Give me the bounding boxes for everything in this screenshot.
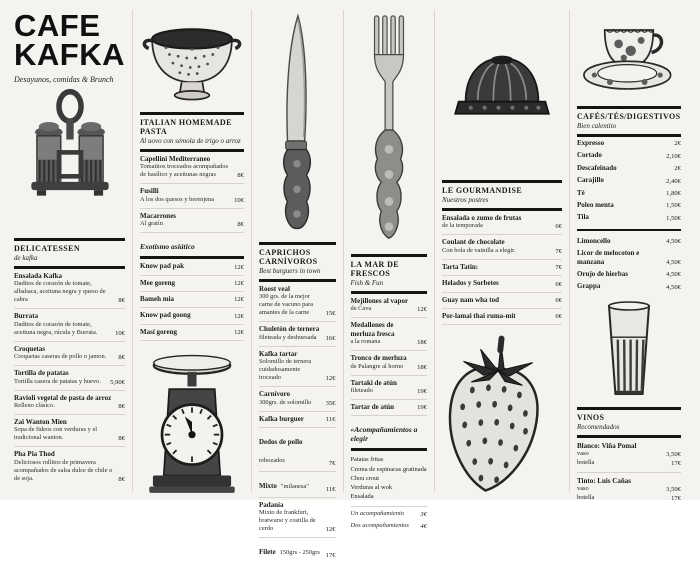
section-subtitle: de kafka	[14, 254, 125, 262]
wine-group: Blanco: Viña Pomal vaso 3,50€ botella 17€	[577, 438, 681, 473]
wine-line: vaso 3,50€	[577, 450, 681, 459]
menu-item: Roost veal 300 grs. de la mejor carne de vacuno para amantes de la carne 15€	[259, 282, 336, 322]
menu-item: Carnívoro 300grs. de solomillo 35€	[259, 387, 336, 411]
menu-item: Tortilla de patatas Tortilla casera de patatas y huevo. 5,90€	[14, 366, 125, 390]
serving-fork-illustration	[367, 14, 411, 246]
menu-item: Kafka tartar Solomillo de ternera cuidadosamente troceado 12€	[259, 347, 336, 387]
menu-item: Know pad goong 12€	[140, 308, 244, 324]
menu-item: Medallones de merluza fresca a la romana 18€	[351, 318, 428, 351]
column-carnivoros	[251, 10, 343, 492]
wine-group: Tinto: Luis Cañas vaso 3,50€ botella 17€	[577, 473, 681, 507]
teacup-illustration	[577, 14, 681, 98]
sides-list: Patatas fritas Crema de espinacas gratinada Chou crout Verduras al wok Ensalada	[351, 451, 428, 506]
menu-item: Poleo menta 1,50€	[577, 199, 681, 211]
menu-item: Burrata Daditos de corazón de tomate, aceituna negra, rúcula y Burrata. 10€	[14, 309, 125, 341]
menu-item: Masí goreng 12€	[140, 325, 244, 341]
strawberry-illustration	[424, 331, 562, 499]
column-frescos	[343, 10, 435, 492]
menu-item: Capellini Mediterraneo Tomatitos troceados acompañados de basílico y aceitunas negras 8€	[140, 152, 244, 184]
subsection-asian-title: Exotismo asiático	[140, 235, 244, 259]
menu-item: Chuletón de ternera fileteada y deshuesada 16€	[259, 322, 336, 346]
menu-item: Macarrones Al gratín 8€	[140, 209, 244, 233]
menu-item: Mixto "milanesa" 11€	[259, 472, 336, 498]
brand-logo	[14, 12, 125, 69]
menu-item: Dedos de pollo rebozados 7€	[259, 428, 336, 472]
faceted-glass-illustration	[593, 301, 665, 399]
menu-item: Tarta Tatin: 7€	[442, 260, 562, 276]
section-header-cafes: CAFÉS/TÉS/DIGESTIVOS Bien calentito	[577, 106, 681, 137]
menu-item: Descafeinado 2€	[577, 162, 681, 174]
menu-item: Tartaki de atún fileteado 19€	[351, 376, 428, 400]
menu-item: Tila 1,50€	[577, 211, 681, 223]
section-header-delicatessen	[14, 238, 125, 269]
section-header-frescos: LA MAR DE FRESCOS Fish & Fun	[351, 254, 428, 294]
menu-item: Orujo de hierbas 4,50€	[577, 268, 681, 280]
column-pasta	[132, 10, 251, 492]
section-header-pasta: ITALIAN HOMEMADE PASTA Al uovo con sémola de trigo o arroz	[140, 112, 244, 152]
column-delicatessen	[12, 10, 132, 492]
item-price: 8€	[118, 435, 125, 442]
kitchen-scale-illustration	[142, 351, 242, 501]
menu-item: Tartar de atún 19€	[351, 400, 428, 416]
section-header-carnivoros: CAPRICHOS CARNÍVOROS Best burguers in town	[259, 242, 336, 282]
menu-item: Know pad pak 12€	[140, 259, 244, 275]
menu-item: Ensalada Kafka Daditos de corazón de tomate, albahaca, aceituna negra y queso de cabra 8€	[14, 269, 125, 309]
menu-item: Licor de melocoton e manzana 4,50€	[577, 247, 681, 268]
menu-item: Carajillo 2,40€	[577, 174, 681, 186]
menu-item: Padanía Mixto de frankfurt, bratwurst y costilla de cerdo 12€	[259, 498, 336, 538]
menu-item: Fusilli A los dos quesos y berenjena 10€	[140, 184, 244, 208]
menu-item: Croquetas Croquetas caseras de pollo o jamon. 8€	[14, 342, 125, 366]
menu-item: Limoncello 4,50€	[577, 235, 681, 247]
menu-item: Té 1,80€	[577, 187, 681, 199]
menu-item: Pha Pia Thod Deliciosos rollitos de primavera acompañados de salsa dulce de chile o de soja. 8€	[14, 447, 125, 486]
column-gourmandise	[434, 10, 569, 492]
cruet-set-illustration	[24, 88, 116, 226]
menu-item: Zai Wanton Mien Sopa de fideos con verduras y el tradicional wanton. 8€	[14, 415, 125, 447]
menu-item: Expresso 2€	[577, 137, 681, 149]
brand-tagline: Desayunos, comidas & Brunch	[14, 75, 125, 84]
sides-price-row: Dos acompañamientos 4€	[351, 519, 428, 534]
menu-item: Kafka burguer 11€	[259, 412, 336, 428]
menu-item: Filete 150grs - 250grs 17€	[259, 538, 336, 563]
menu-item: Por-lamai thai ruma-mit 6€	[442, 309, 562, 325]
jelly-mold-illustration	[450, 50, 554, 122]
item-price: 8€	[118, 354, 125, 361]
carving-knife-illustration	[274, 14, 320, 232]
sides-price-row: Un acompañamiento 3€	[351, 507, 428, 519]
menu-item: Mee goreng 12€	[140, 276, 244, 292]
item-price: 8€	[118, 476, 125, 483]
menu-item: Bameh mia 12€	[140, 292, 244, 308]
item-price: 8€	[118, 403, 125, 410]
wine-line: vaso 3,50€	[577, 485, 681, 494]
wine-line: botella 17€	[577, 459, 681, 468]
item-price: 10€	[115, 330, 125, 337]
brand-title-line1: CAFE	[14, 12, 125, 41]
column-cafes-vinos	[569, 10, 688, 492]
menu-item: Guay nam wha tod 6€	[442, 293, 562, 309]
menu-item: Tronco de merluza de Palangre al horno 18€	[351, 351, 428, 375]
menu-item: Ravioli vegetal de pasta de arroz Relleno clásico. 8€	[14, 391, 125, 415]
brand-title-line2: KAFKA	[14, 41, 125, 70]
item-price: 8€	[118, 297, 125, 304]
section-header-vinos: VINOS Recomendados	[577, 407, 681, 438]
colander-illustration	[140, 18, 244, 104]
menu-item: Ensalada o zumo de frutas de la temporada 6€	[442, 211, 562, 235]
menu-item: Grappa 4,50€	[577, 280, 681, 292]
menu-item: Cortado 2,10€	[577, 149, 681, 161]
subsection-sides-title: «Acompañamientos a elegir	[351, 418, 428, 451]
section-header-gourmandise: LE GOURMANDISE Nuestros postres	[442, 180, 562, 211]
menu-item: Mejillones al vapor de Cava 12€	[351, 294, 428, 318]
menu-item: Helados y Sorbetes 6€	[442, 276, 562, 292]
wine-line: botella 17€	[577, 494, 681, 503]
section-title: DELICATESSEN	[14, 244, 125, 253]
item-price: 5,90€	[110, 379, 125, 386]
menu-item: Coulant de chocolate Con bola de vainilla a elegir. 7€	[442, 235, 562, 259]
